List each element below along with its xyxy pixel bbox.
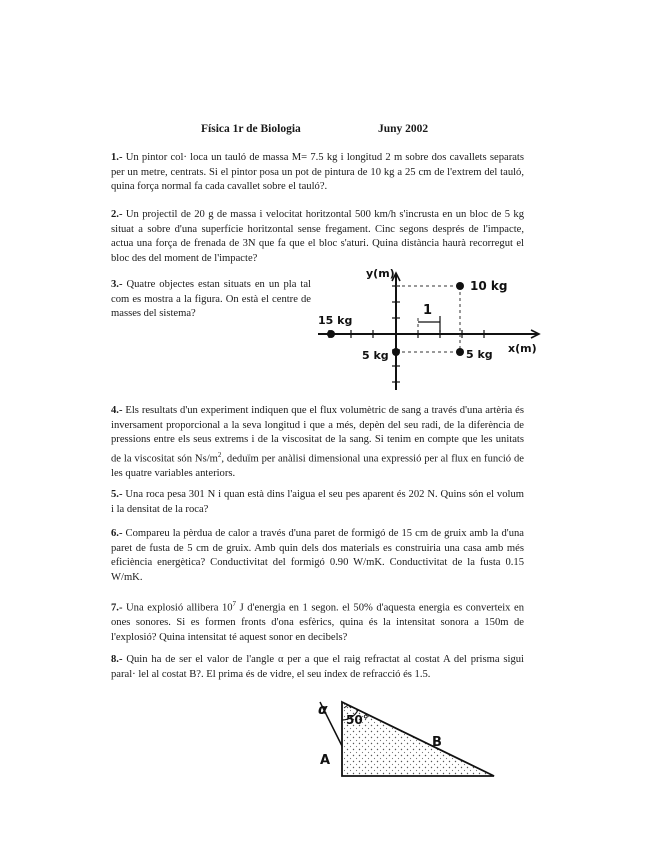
side-a-label: A [320,753,331,768]
course-title: Física 1r de Biologia [201,123,301,135]
question-text: Un pintor col· loca un tauló de massa M= 7.5 kg i longitud 2 m sobre dos cavallets separats per un metre, centrats. Si el pintor posa un pot de pintura de 10 kg a 25 cm de l'extrem del tauló, quina força normal fa cada cavallet sobre el tauló?. [111,152,524,193]
question-text: Els resultats d'un experiment indiquen que el flux volumètric de sang a través d'una artèria és inversament proporcional a la seva longitud i que a més, depèn del seu radi, de la diferència de pressions entre els seus extrems i de la viscositat de la sang. Si tenim en compte que les unitats de la viscositat són Ns/m [111,405,524,465]
mass-label-10kg: 10 kg [470,279,508,293]
question-7 [111,597,524,645]
question-number: 6.- [111,528,123,539]
question-text: Quatre objectes estan situats en un pla tal com es mostra a la figura. On està el centre de masses del sistema? [111,279,311,320]
question-number: 7.- [111,602,123,614]
superscript: 7 [232,600,237,608]
mass-10kg-point [456,282,464,290]
question-3 [111,278,311,322]
scale-label: 1 [423,303,433,318]
mass-5kg-right-point [456,348,464,356]
question-number: 5.- [111,489,123,500]
superscript: 2 [217,450,222,459]
question-number: 3.- [111,279,123,290]
ray-arrow [330,722,342,746]
question-text: Compareu la pèrdua de calor a través d'una paret de formigó de 15 cm de gruix amb la d'una paret de fusta de 5 cm de gruix. Amb quin dels dos materials es construiria una casa amb més eficiència energètica? Conductivitat del formigó 0.90 W/mK. Conductivitat de la fusta 0.15 W/mK. [111,528,524,583]
y-axis-label: y(m) [366,267,395,280]
question-text: Una explosió allibera 10 [126,602,233,614]
mass-label-15kg: 15 kg [318,314,353,327]
question-text: Quin ha de ser el valor de l'angle α per a que el raig refractat al costat A del prisma sigui paral· lel al costat B?. El prima és de vidre, el seu índex de refracció és 1.5. [111,654,524,680]
mass-15kg-point [327,330,335,338]
question-1 [111,151,524,195]
question-number: 4.- [111,405,123,416]
alpha-label: α [318,702,328,718]
exam-date: Juny 2002 [378,123,429,135]
question-text: Una roca pesa 301 N i quan està dins l'aigua el seu pes aparent és 202 N. Quins són el volum i la densitat de la roca? [111,489,524,515]
question-number: 2.- [111,209,123,220]
question-number: 1.- [111,152,123,163]
question-number: 8.- [111,654,123,665]
mass-label-5kg-right: 5 kg [466,348,493,361]
question-2 [111,208,524,266]
question-8 [111,653,524,682]
prism-angle-label: 50° [346,713,369,727]
mass-label-5kg-left: 5 kg [362,349,389,362]
side-b-label: B [432,735,442,750]
x-axis-label: x(m) [508,342,537,355]
question-5 [111,488,524,517]
guide-lines [396,286,460,352]
mass-5kg-origin-point [392,348,400,356]
question-text: Un projectil de 20 g de massa i velocitat horitzontal 500 km/h s'incrusta en un bloc de 5 kg situat a sobre d'una superfície horitzontal sense fregament. Cinc segons després de l'impacte, actua una força de frenada de 3N que fa que el bloc s'aturi. Quina distància haurà recorregut el bloc des del moment de l'impacte? [111,209,524,264]
question-text-cont: J d'energia en 1 segon. el 50% d'aquesta energia es converteix en ones sonores. Si es formen fronts d'ona esfèrics, quina és la intensitat sonora a 150m de l'explosió? Quina intensitat té aquest sonor en decibels? [111,602,524,643]
question-4 [111,404,524,482]
question-text-cont: , deduïm per anàlisi dimensional una expressió per al flux en funció de les quatre variables anteriors. [111,453,524,479]
masses-figure [312,266,542,396]
question-6 [111,527,524,585]
prism-figure [310,694,510,786]
